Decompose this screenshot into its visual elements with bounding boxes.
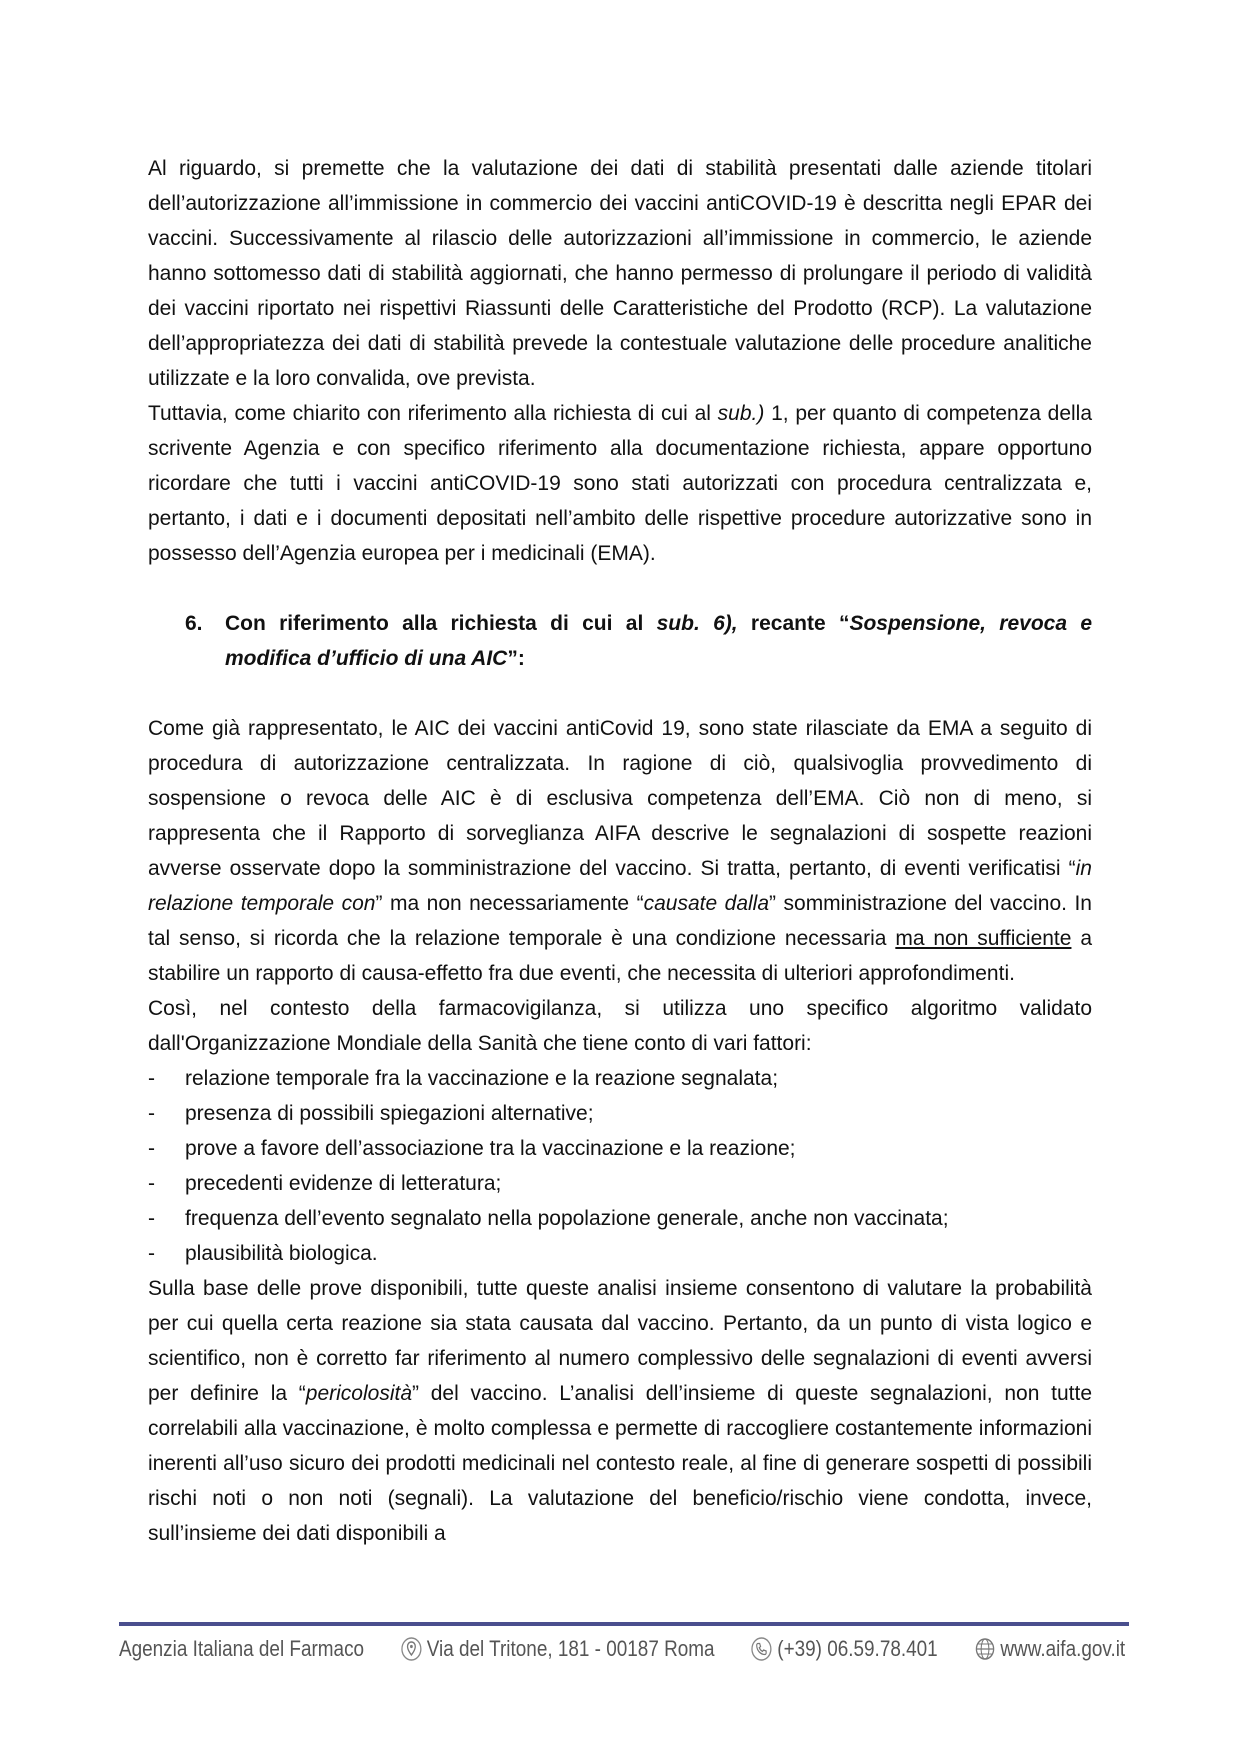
italic-quote: in relazione temporale con — [148, 857, 1092, 915]
text-run: Tuttavia, come chiarito con riferimento alla richiesta di cui al — [148, 402, 718, 425]
text-run: ” ma non necessariamente “ — [375, 892, 644, 915]
footer-website-text: www.aifa.gov.it — [1000, 1636, 1126, 1661]
list-item — [148, 1201, 1092, 1236]
text-run: ” del vaccino. L’analisi dell’insieme di queste segnalazioni, non tutte correlabili alla vaccinazione, è molto complessa e permette di raccogliere costantemente informazioni inerenti all’uso sicuro dei prodotti medicinali nel contesto reale, al fine di generare sospetti di possibili rischi noti o non noti (segnali). La valutazione del beneficio/rischio viene condotta, invece, sull’insieme dei dati disponibili a — [148, 1382, 1092, 1545]
italic-reference: sub. 6), — [656, 612, 738, 635]
paragraph-aic-suspension — [148, 711, 1092, 991]
dash-bullet: - — [148, 1137, 155, 1160]
page-footer — [119, 1622, 1129, 1662]
list-item — [148, 1061, 1092, 1096]
location-pin-icon — [401, 1637, 422, 1661]
italic-reference: sub.) — [717, 402, 765, 425]
italic-title: Sospensione, revoca e modifica d’ufficio di una AIC — [225, 612, 1092, 670]
dash-bullet: - — [148, 1102, 155, 1125]
dash-bullet: - — [148, 1172, 155, 1195]
text-run: Con riferimento alla richiesta di cui al — [225, 612, 657, 635]
text-run: Come già rappresentato, le AIC dei vaccini antiCovid 19, sono state rilasciate da EMA a seguito di procedura di autorizzazione centralizzata. In ragione di ciò, qualsivoglia provvedimento di sospensione o revoca delle AIC è di esclusiva competenza dell’EMA. Ciò non di meno, si rappresenta che il Rapporto di sorveglianza AIFA descrive le segnalazioni di sospette reazioni avverse osservate dopo la somministrazione del vaccino. Si tratta, pertanto, di eventi verificatisi “ — [148, 717, 1092, 880]
paragraph-algorithm-intro: Così, nel contesto della farmacovigilanza, si utilizza uno specifico algoritmo validato dall'Organizzazione Mondiale della Sanità che tiene conto di vari fattori: — [148, 997, 1092, 1055]
text-run: Sulla base delle prove disponibili, tutte queste analisi insieme consentono di valutare la probabilità per cui quella certa reazione sia stata causata dal vaccino. Pertanto, da un punto di vista logico e scientifico, non è corretto far riferimento al numero complessivo delle segnalazioni di eventi avversi per definire la “ — [148, 1277, 1092, 1405]
globe-icon — [975, 1637, 996, 1661]
paragraph-stability-data: Al riguardo, si premette che la valutazione dei dati di stabilità presentati dalle aziende titolari dell’autorizzazione all’immissione in commercio dei vaccini antiCOVID-19 è descritta negli EPAR dei vaccini. Successivamente al rilascio delle autorizzazioni all’immissione in commercio, le aziende hanno sottomesso dati di stabilità aggiornati, che hanno permesso di prolungare il periodo di validità dei vaccini riportato nei rispettivi Riassunti delle Caratteristiche del Prodotto (RCP). La valutazione dell’appropriatezza dei dati di stabilità prevede la contestuale valutazione delle procedure analitiche utilizzate e la loro convalida, ove prevista. — [148, 157, 1092, 390]
list-item — [148, 1236, 1092, 1271]
footer-phone — [751, 1636, 937, 1662]
paragraph-benefit-risk — [148, 1271, 1092, 1551]
dash-bullet: - — [148, 1242, 155, 1265]
footer-address-text: Via del Tritone, 181 - 00187 Roma — [426, 1636, 715, 1661]
factor-list — [148, 1061, 1092, 1271]
section-title — [225, 606, 1092, 676]
text-run: ” somministrazione del vaccino. In tal senso, si ricorda che la relazione temporale è una condizione necessaria — [148, 892, 1092, 950]
dash-bullet: - — [148, 1207, 155, 1230]
phone-icon — [751, 1637, 772, 1661]
italic-quote: pericolosità — [305, 1382, 413, 1405]
list-item-text: relazione temporale fra la vaccinazione e la reazione segnalata; — [185, 1067, 779, 1090]
section-heading-6 — [148, 606, 1092, 676]
footer-rule — [119, 1622, 1129, 1626]
dash-bullet: - — [148, 1067, 155, 1090]
italic-quote: causate dalla — [643, 892, 770, 915]
text-run: recante “ — [737, 612, 850, 635]
list-item-text: plausibilità biologica. — [185, 1242, 378, 1265]
list-item-text: precedenti evidenze di letteratura; — [185, 1172, 502, 1195]
footer-website — [975, 1636, 1126, 1662]
list-item — [148, 1131, 1092, 1166]
text-run: ”: — [507, 647, 525, 670]
underlined-phrase: ma non sufficiente — [895, 927, 1072, 950]
paragraph-centralized-procedure — [148, 396, 1092, 571]
footer-phone-text: (+39) 06.59.78.401 — [777, 1636, 938, 1661]
document-body — [148, 151, 1092, 1551]
text-run: a stabilire un rapporto di causa-effetto fra due eventi, che necessita di ulteriori approfondimenti. — [148, 927, 1093, 985]
footer-org-name: Agenzia Italiana del Farmaco — [119, 1636, 365, 1661]
text-run: 1, per quanto di competenza della scrivente Agenzia e con specifico riferimento alla documentazione richiesta, appare opportuno ricordare che tutti i vaccini antiCOVID-19 sono stati autorizzati con procedura centralizzata e, pertanto, i dati e i documenti depositati nell’ambito delle rispettive procedure autorizzative sono in possesso dell’Agenzia europea per i medicinali (EMA). — [148, 402, 1093, 565]
section-number: 6. — [185, 612, 203, 635]
list-item — [148, 1166, 1092, 1201]
list-item-text: presenza di possibili spiegazioni alternative; — [185, 1102, 594, 1125]
list-item-text: prove a favore dell’associazione tra la vaccinazione e la reazione; — [185, 1137, 796, 1160]
footer-address — [401, 1636, 715, 1662]
list-item — [148, 1096, 1092, 1131]
footer-contacts — [119, 1636, 1125, 1662]
list-item-text: frequenza dell’evento segnalato nella popolazione generale, anche non vaccinata; — [185, 1207, 949, 1230]
